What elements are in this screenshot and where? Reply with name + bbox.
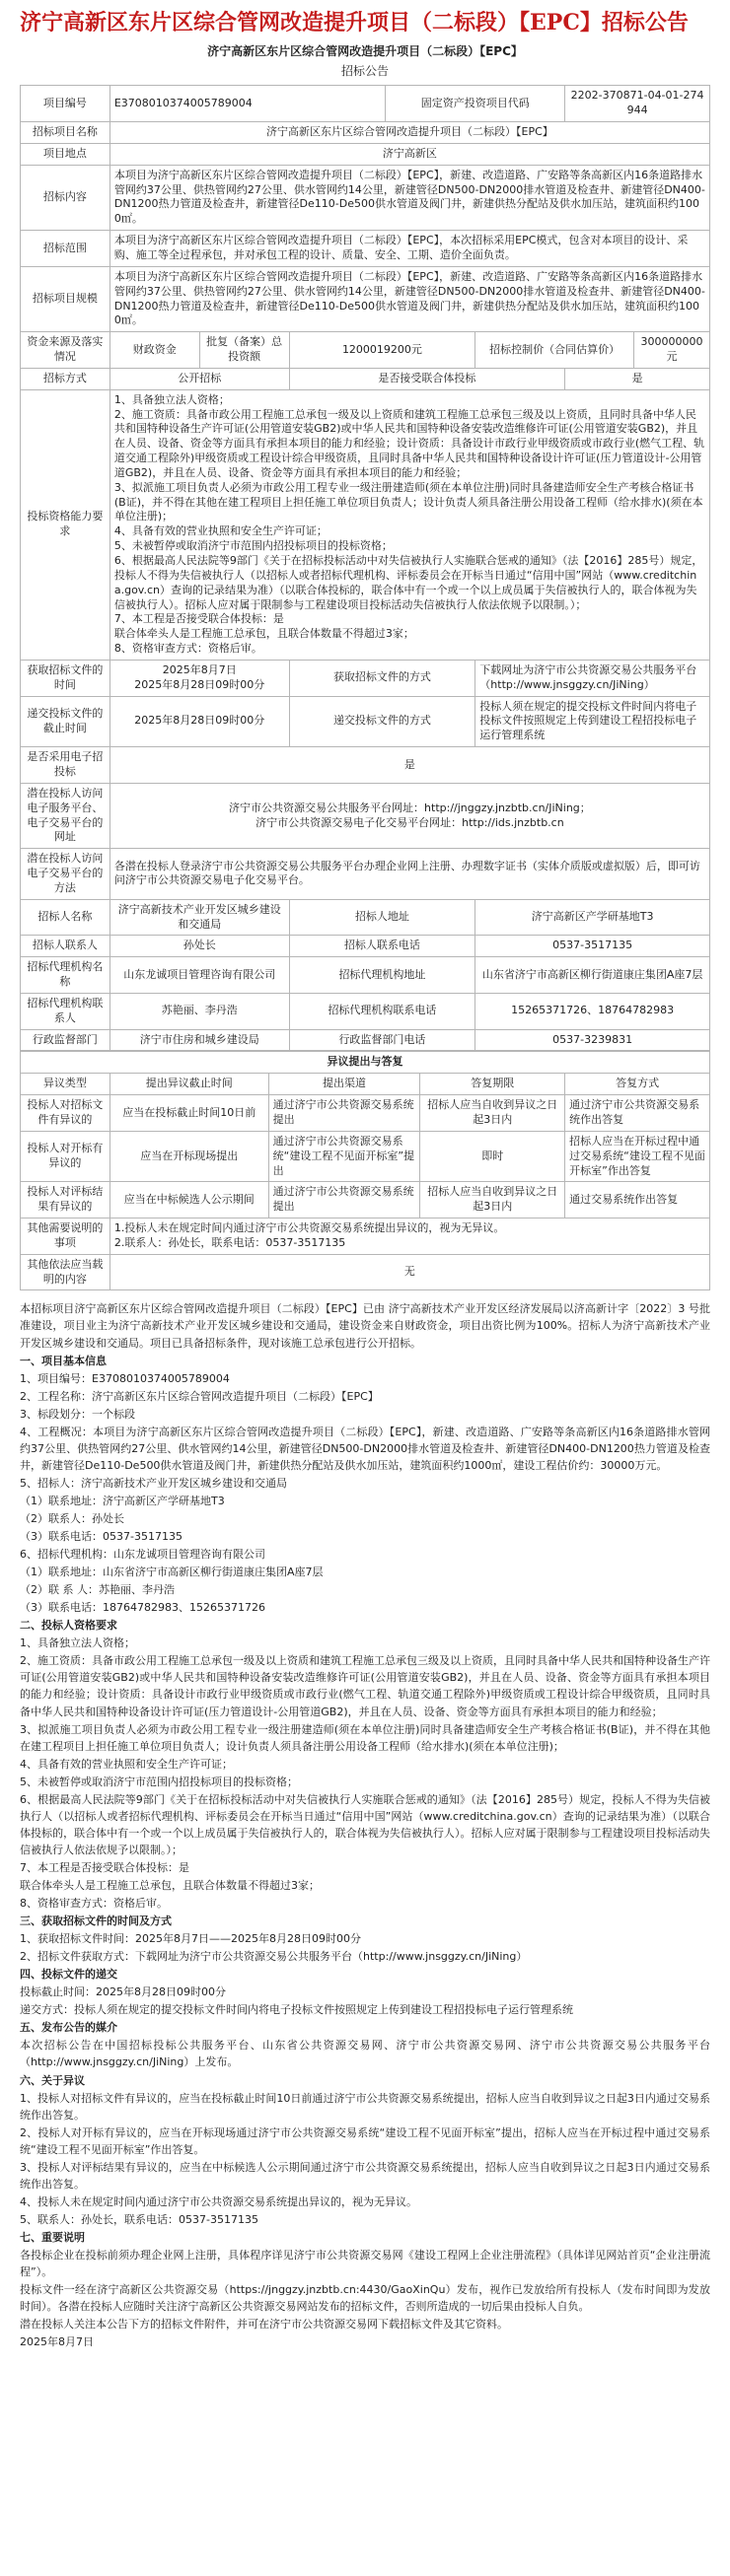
- column-header: 答复方式: [565, 1074, 710, 1095]
- notice-title: 招标公告: [340, 64, 389, 79]
- column-header: 异议类型: [21, 1074, 110, 1095]
- table-cell: 招标人应当在开标过程中通过交易系统“建设工程不见面开标室”作出答复: [565, 1131, 710, 1182]
- body-line: 1、获取招标文件时间：2025年8月7日——2025年8月28日09时00分: [20, 1932, 361, 1946]
- body-line: 投标文件一经在济宁高新区公共资源交易（https://jnggzy.jnzbtb.cn:4430/GaoXinQu）发布，视作已发放给所有投标人（发布时间即为发放时间）。各潜在投标人应随时关注济宁高新区公共资源交易网站发布的招标文件，否则所造成的一切后果由投标人自负。: [20, 2283, 710, 2314]
- section-3: [20, 1930, 710, 1965]
- table-row: [21, 1029, 710, 1051]
- body-line: 5、联系人：孙处长，联系电话：0537-3517135: [20, 2212, 258, 2226]
- table-cell: 应当在中标候选人公示期间: [110, 1182, 268, 1218]
- column-header: 提出异议截止时间: [110, 1074, 268, 1095]
- fund-source: 财政资金: [110, 332, 199, 369]
- tenderer-phone: 0537-3517135: [475, 936, 710, 957]
- table-cell: 应当在开标现场提出: [110, 1131, 268, 1182]
- section-2: [20, 1635, 710, 1912]
- body-line: 递交方式：投标人须在规定的提交投标文件时间内将电子投标文件按照规定上传到建设工程招投标电子运行管理系统: [20, 2003, 573, 2017]
- table-cell: 投标人对开标有异议的: [21, 1131, 110, 1182]
- column-header: 提出渠道: [268, 1074, 420, 1095]
- tender-content: 本项目为济宁高新区东片区综合管网改造提升项目（二标段）【EPC】，新建、改造道路、广安路等条高新区内16条道路排水管网约37公里、供热管网约27公里、供水管网约14公里，新建管径DN500-DN2000排水管道及检查井、新建管径DN400-DN1200热力管道及检查井，新建管径De110-De500供水管道及阀门井，新建供热分配站及供水加压站，建筑面积约1000㎡。: [110, 165, 709, 230]
- cell-label: 资金来源及落实情况: [21, 332, 110, 369]
- other-notes: 1.投标人未在规定时间内通过济宁市公共资源交易系统提出异议的，视为无异议。 2.联系人：孙处长，联系电话：0537-3517135: [110, 1218, 709, 1255]
- table-row: [21, 1052, 710, 1074]
- body-line: （1）联系地址：济宁高新区产学研基地T3: [20, 1494, 225, 1507]
- cell-label: 固定资产投资项目代码: [386, 86, 565, 122]
- body-line: （3）联系电话：0537-3517135: [20, 1530, 182, 1544]
- cell-label: 递交投标文件的截止时间: [21, 696, 110, 747]
- table-cell: 通过交易系统作出答复: [565, 1182, 710, 1218]
- table-row: [21, 86, 710, 122]
- section-6: [20, 2090, 710, 2228]
- table-cell: 投标人对评标结果有异议的: [21, 1182, 110, 1218]
- table-row: [21, 122, 710, 144]
- cell-label: 招标人联系电话: [289, 936, 475, 957]
- body-line: （2）联系人：孙处长: [20, 1512, 124, 1525]
- table-row: [21, 1254, 710, 1290]
- cell-label: 投标资格能力要求: [21, 389, 110, 660]
- tender-scope: 本项目为济宁高新区东片区综合管网改造提升项目（二标段）【EPC】，本次招标采用EPC模式，包含对本项目的设计、采购、施工等全过程承包，并对承包工程的设计、质量、安全、工期、造价全面负责。: [110, 231, 709, 267]
- announcement-date: 2025年8月7日: [20, 2335, 94, 2349]
- table-row: [21, 783, 710, 848]
- cell-label: 批复（备案）总投资额: [199, 332, 289, 369]
- total-investment: 1200019200元: [289, 332, 475, 369]
- tenderer-address: 济宁高新区产学研基地T3: [475, 899, 710, 936]
- table-row: [21, 389, 710, 660]
- table-row: [21, 696, 710, 747]
- table-row: [21, 993, 710, 1029]
- page-title: 济宁高新区东片区综合管网改造提升项目（二标段）【EPC】招标公告: [20, 10, 689, 35]
- body-line: 各投标企业在投标前须办理企业网上注册，具体程序详见济宁市公共资源交易网《建设工程网上企业注册流程》（具体详见网站首页“企业注册流程”）。: [20, 2248, 710, 2279]
- cell-label: 递交投标文件的方式: [289, 696, 475, 747]
- cell-label: 招标人名称: [21, 899, 110, 936]
- body-line: 6、根据最高人民法院等9部门《关于在招标投标活动中对失信被执行人实施联合惩戒的通知》（法【2016】285号）规定，投标人不得为失信被执行人（以招标人或者招标代理机构、评标委员会在开标当日通过“信用中国”网站（www.creditchina.gov.cn）查询的记录结果为准）（以联合体投标的，联合体中有一个或一个以上成员属于失信被执行人的，联合体视为失信被执行人）。招标人应对属于限制参与工程建设项目投标活动失信被执行人依法依规予以限制。）；: [20, 1792, 710, 1856]
- table-row: [21, 266, 710, 331]
- body-line: 联合体牵头人是工程施工总承包，且联合体数量不得超过3家；: [20, 1878, 320, 1892]
- table-row: [21, 143, 710, 165]
- body-line: 5、未被暂停或取消济宁市范围内招投标项目的投标资格；: [20, 1775, 298, 1788]
- table-row: [21, 332, 710, 369]
- body-line: （3）联系电话：18764782983、15265371726: [20, 1601, 265, 1615]
- table-cell: 通过济宁市公共资源交易系统“建设工程不见面开标室”提出: [268, 1131, 420, 1182]
- tenderer-contact: 孙处长: [110, 936, 289, 957]
- intro-paragraph: 本招标项目济宁高新区东片区综合管网改造提升项目（二标段）【EPC】已由 济宁高新技术产业开发区经济发展局以济高新计字〔2022〕3 号批准建设，项目业主为济宁高新技术产业开发区城乡建设和交通局，建设资金来自财政资金，项目出资比例为100%。招标人为济宁高新技术产业开发区城乡建设和交通局。项目已具备招标条件，现对该施工总承包进行公开招标。: [20, 1302, 710, 1350]
- section-heading: 三、获取招标文件的时间及方式: [20, 1915, 172, 1928]
- supervisor-name: 济宁市住房和城乡建设局: [110, 1029, 289, 1051]
- section-heading: 二、投标人资格要求: [20, 1619, 117, 1633]
- section-heading: 四、投标文件的递交: [20, 1968, 117, 1982]
- body-line: 潜在投标人关注本公告下方的招标文件附件，并可在济宁市公共资源交易网下载招标文件及其它资料。: [20, 2318, 508, 2332]
- table-cell: 招标人应当自收到异议之日起3日内: [420, 1182, 565, 1218]
- submission-method: 投标人须在规定的提交投标文件时间内将电子投标文件按照规定上传到建设工程招投标电子运行管理系统: [475, 696, 710, 747]
- objection-table: [20, 1051, 710, 1290]
- body-line: 4、工程概况：本项目为济宁高新区东片区综合管网改造提升项目（二标段）【EPC】，新建、改造道路、广安路等条高新区内16条道路排水管网约37公里、供热管网约27公里、供水管网约14公里，新建管径DN500-DN2000排水管道及检查井、新建管径DN400-DN1200热力管道及检查井，新建管径De110-De500供水管道及阀门井，新建供热分配站及供水加压站，建筑面积约1000㎡，建设工程估价约：30000万元。: [20, 1425, 710, 1472]
- table-cell: 通过济宁市公共资源交易系统提出: [268, 1182, 420, 1218]
- cell-label: 招标项目名称: [21, 122, 110, 144]
- table-row: [21, 368, 710, 389]
- table-row: [21, 849, 710, 900]
- announcement-body: [20, 1300, 710, 2350]
- platform-urls: 济宁市公共资源交易公共服务平台网址：http://jnggzy.jnzbtb.cn/JiNing； 济宁市公共资源交易电子化交易平台网址：http://ids.jnzbtb.cn: [110, 783, 709, 848]
- body-line: 3、拟派施工项目负责人必须为市政公用工程专业一级注册建造师(须在本单位注册)同时具备建造师安全生产考核合格证书(B证)，并不得在其他在建工程项目上担任施工单位项目负责人；设计负责人须具备注册公用设备工程师（给水排水)(须在本单位注册)；: [20, 1722, 710, 1753]
- cell-label: 是否接受联合体投标: [289, 368, 565, 389]
- section-4: [20, 1984, 710, 2018]
- platform-access-method: 各潜在投标人登录济宁市公共资源交易公共服务平台办理企业网上注册、办理数字证书（实体介质版或虚拟版）后，即可访问济宁市公共资源交易电子化交易平台。: [110, 849, 709, 900]
- table-row: [21, 899, 710, 936]
- cell-label: 招标代理机构联系电话: [289, 993, 475, 1029]
- tender-scale: 本项目为济宁高新区东片区综合管网改造提升项目（二标段）【EPC】，新建、改造道路、广安路等条高新区内16条道路排水管网约37公里、供热管网约27公里、供水管网约14公里，新建管径DN500-DN2000排水管道及检查井、新建管径DN400-DN1200热力管道及检查井，新建管径De110-De500供水管道及阀门井，新建供热分配站及供水加压站，建筑面积约1000㎡。: [110, 266, 709, 331]
- agency-name: 山东龙诚项目管理咨询有限公司: [110, 957, 289, 994]
- project-number: E3708010374005789004: [110, 86, 386, 122]
- body-line: 3、投标人对评标结果有异议的，应当在中标候选人公示期间通过济宁市公共资源交易系统提出，招标人应当自收到异议之日起3日内通过交易系统作出答复。: [20, 2160, 710, 2191]
- cell-label: 项目地点: [21, 143, 110, 165]
- obtain-method: 下载网址为济宁市公共资源交易公共服务平台（http://www.jnsggzy.cn/JiNing）: [475, 660, 710, 696]
- table-row: [21, 1218, 710, 1255]
- body-line: 4、投标人未在规定时间内通过济宁市公共资源交易系统提出异议的，视为无异议。: [20, 2194, 417, 2208]
- section-5: [20, 2037, 710, 2070]
- project-name: 济宁高新区东片区综合管网改造提升项目（二标段）【EPC】: [110, 122, 709, 144]
- project-location: 济宁高新区: [110, 143, 709, 165]
- body-line: 8、资格审查方式：资格后审。: [20, 1897, 168, 1911]
- cell-label: 招标代理机构名称: [21, 957, 110, 994]
- control-price: 300000000元: [634, 332, 710, 369]
- cell-label: 招标范围: [21, 231, 110, 267]
- table-row: [21, 660, 710, 696]
- cell-label: 潜在投标人访问电子交易平台的方法: [21, 849, 110, 900]
- cell-label: 招标代理机构联系人: [21, 993, 110, 1029]
- project-info-table: [20, 85, 710, 1051]
- tenderer-name: 济宁高新技术产业开发区城乡建设和交通局: [110, 899, 289, 936]
- body-line: 2、施工资质：具备市政公用工程施工总承包一级及以上资质和建筑工程施工总承包三级及以上资质，且同时具备中华人民共和国特种设备生产许可证(公用管道安装GB2)或中华人民共和国特种设备安装改造维修许可证(公用管道安装GB2)，并且在人员、设备、资金等方面具有承担本项目的能力和经验；设计资质：具备设计市政行业甲级资质或市政行业(燃气工程、轨道交通工程除外)甲级资质或工程设计综合甲级资质，且同时具备中华人民共和国特种设备设计许可证(压力管道设计-公用管道GB2)，并且在人员、设备、资金等方面具有承担本项目的能力和经验；: [20, 1654, 710, 1718]
- section-heading: 六、关于异议: [20, 2073, 85, 2087]
- supervisor-phone: 0537-3239831: [475, 1029, 710, 1051]
- body-line: 1、投标人对招标文件有异议的，应当在投标截止时间10日前通过济宁市公共资源交易系统提出，招标人应当自收到异议之日起3日内通过交易系统作出答复。: [20, 2091, 710, 2122]
- body-line: （1）联系地址：山东省济宁市高新区柳行街道康庄集团A座7层: [20, 1566, 324, 1579]
- obtain-time: 2025年8月7日 2025年8月28日09时00分: [110, 660, 289, 696]
- table-cell: 投标人对招标文件有异议的: [21, 1095, 110, 1132]
- cell-label: 招标控制价（合同估算价）: [475, 332, 634, 369]
- section-heading: 五、发布公告的媒介: [20, 2021, 117, 2035]
- body-line: 7、本工程是否接受联合体投标：是: [20, 1860, 189, 1874]
- cell-label: 招标代理机构地址: [289, 957, 475, 994]
- table-cell: 应当在投标截止时间10日前: [110, 1095, 268, 1132]
- section-heading: 一、项目基本信息: [20, 1354, 107, 1367]
- body-line: 2、投标人对开标有异议的，应当在开标现场通过济宁市公共资源交易系统“建设工程不见面开标室”提出，招标人应当在开标过程中通过交易系统“建设工程不见面开标室”作出答复。: [20, 2125, 710, 2156]
- agency-phone: 15265371726、18764782983: [475, 993, 710, 1029]
- cell-label: 获取招标文件的方式: [289, 660, 475, 696]
- other-info: 无: [110, 1254, 709, 1290]
- table-cell: 通过济宁市公共资源交易系统作出答复: [565, 1095, 710, 1132]
- table-row: [21, 1095, 710, 1132]
- cell-label: 行政监督部门电话: [289, 1029, 475, 1051]
- agency-contact: 苏艳丽、李丹浩: [110, 993, 289, 1029]
- body-line: 投标截止时间：2025年8月28日09时00分: [20, 1985, 226, 1999]
- table-header-row: [21, 1074, 710, 1095]
- body-line: 4、具备有效的营业执照和安全生产许可证；: [20, 1757, 233, 1771]
- table-row: [21, 1131, 710, 1182]
- cell-label: 招标内容: [21, 165, 110, 230]
- consortium-accepted: 是: [565, 368, 710, 389]
- cell-label: 其他需要说明的事项: [21, 1218, 110, 1255]
- section-heading: 七、重要说明: [20, 2230, 85, 2244]
- section-1: [20, 1370, 710, 1617]
- body-line: 2、工程名称：济宁高新区东片区综合管网改造提升项目（二标段）【EPC】: [20, 1389, 379, 1403]
- invest-code: 2202-370871-04-01-274944: [565, 86, 710, 122]
- submission-deadline: 2025年8月28日09时00分: [110, 696, 289, 747]
- cell-label: 其他依法应当载明的内容: [21, 1254, 110, 1290]
- column-header: 答复期限: [420, 1074, 565, 1095]
- body-line: 3、标段划分：一个标段: [20, 1407, 135, 1421]
- e-bidding-flag: 是: [110, 747, 709, 784]
- table-cell: 招标人应当自收到异议之日起3日内: [420, 1095, 565, 1132]
- body-line: 6、招标代理机构：山东龙诚项目管理咨询有限公司: [20, 1548, 265, 1562]
- objection-title: 异议提出与答复: [21, 1052, 710, 1074]
- body-line: （2）联 系 人：苏艳丽、李丹浩: [20, 1583, 175, 1597]
- table-cell: 通过济宁市公共资源交易系统提出: [268, 1095, 420, 1132]
- page-subtitle: 济宁高新区东片区综合管网改造提升项目（二标段）【EPC】: [207, 44, 523, 58]
- body-line: 本次招标公告在中国招标投标公共服务平台、山东省公共资源交易网、济宁市公共资源交易网、济宁市公共资源交易公共服务平台（http://www.jnsggzy.cn/JiNing）上发布。: [20, 2039, 710, 2069]
- body-line: 2、招标文件获取方式：下载网址为济宁市公共资源交易公共服务平台（http://www.jnsggzy.cn/JiNing）: [20, 1950, 528, 1964]
- table-row: [21, 231, 710, 267]
- cell-label: 招标方式: [21, 368, 110, 389]
- body-line: 1、项目编号：E3708010374005789004: [20, 1371, 230, 1385]
- body-line: 1、具备独立法人资格；: [20, 1636, 135, 1650]
- cell-label: 潜在投标人访问电子服务平台、电子交易平台的网址: [21, 783, 110, 848]
- table-row: [21, 957, 710, 994]
- cell-label: 招标人地址: [289, 899, 475, 936]
- table-row: [21, 747, 710, 784]
- cell-label: 是否采用电子招投标: [21, 747, 110, 784]
- cell-label: 招标人联系人: [21, 936, 110, 957]
- cell-label: 获取招标文件的时间: [21, 660, 110, 696]
- tender-method: 公开招标: [110, 368, 289, 389]
- table-row: [21, 165, 710, 230]
- cell-label: 招标项目规模: [21, 266, 110, 331]
- section-7: [20, 2247, 710, 2332]
- body-line: 5、招标人：济宁高新技术产业开发区城乡建设和交通局: [20, 1476, 287, 1490]
- qualification-requirements: 1、具备独立法人资格； 2、施工资质：具备市政公用工程施工总承包一级及以上资质和建筑工程施工总承包三级及以上资质，且同时具备中华人民共和国特种设备生产许可证(公用管道安装GB2)或中华人民共和国特种设备安装改造维修许可证(公用管道安装GB2)，并且在人员、设备、资金等方面具有承担本项目的能力和经验；设计资质：具备设计市政行业甲级资质或市政行业(燃气工程、轨道交通工程除外)甲级资质或工程设计综合甲级资质，且同时具备中华人民共和国特种设备设计许可证(压力管道设计-公用管道GB2)，并且在人员、设备、资金等方面具有承担本项目的能力和经验； 3、拟派施工项目负责人必须为市政公用工程专业一级注册建造师(须在本单位注册)同时具备建造师安全生产考核合格证书(B证)，并不得在其他在建工程项目上担任施工单位项目负责人；设计负责人须具备注册公用设备工程师（给水排水)(须在本单位注册)； 4、具备有效的营业执照和安全生产许可证； 5、未被暂停或取消济宁市范围内招投标项目的投标资格； 6、根据最高人民法院等9部门《关于在招标投标活动中对失信被执行人实施联合惩戒的通知》（法【2016】285号）规定，投标人不得为失信被执行人（以招标人或者招标代理机构、评标委员会在开标当日通过“信用中国”网站（www.creditchina.gov.cn）查询的记录结果为准）（以联合体投标的，联合体中有一个或一个以上成员属于失信被执行人的，联合体视为失信被执行人）。招标人应对属于限制参与工程建设项目投标活动失信被执行人依法依规予以限制。）； 7、本工程是否接受联合体投标：是 联合体牵头人是工程施工总承包，且联合体数量不得超过3家； 8、资格审查方式：资格后审。: [110, 389, 709, 660]
- table-cell: 即时: [420, 1131, 565, 1182]
- cell-label: 项目编号: [21, 86, 110, 122]
- agency-address: 山东省济宁市高新区柳行街道康庄集团A座7层: [475, 957, 710, 994]
- cell-label: 行政监督部门: [21, 1029, 110, 1051]
- table-row: [21, 936, 710, 957]
- table-row: [21, 1182, 710, 1218]
